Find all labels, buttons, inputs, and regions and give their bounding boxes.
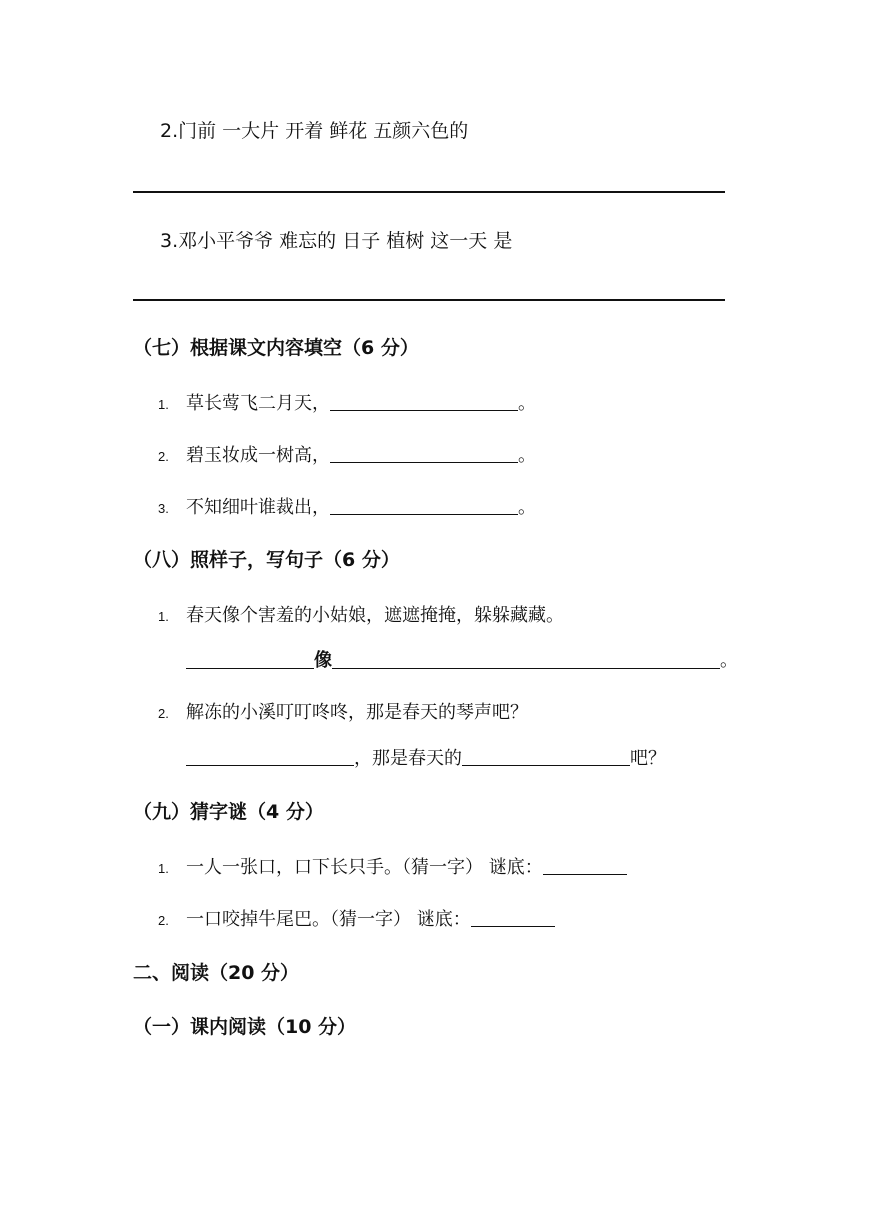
item-text: 不知细叶谁裁出， — [186, 497, 330, 518]
section-8-title: （八）照样子，写句子（6 分） — [133, 549, 400, 571]
rewrite-mid: ，那是春天的 — [354, 748, 462, 769]
riddle-item-1 — [158, 853, 627, 879]
rewrite-end: 吧？ — [630, 748, 666, 769]
fill-blank[interactable] — [330, 392, 518, 411]
rewrite-blank-b[interactable] — [462, 747, 630, 766]
rewrite-line-1 — [186, 646, 738, 672]
item-number: 2. — [158, 706, 169, 721]
item-number: 2. — [158, 913, 169, 928]
subsection-1-title: （一）课内阅读（10 分） — [133, 1016, 357, 1038]
riddle-answer-blank[interactable] — [543, 856, 627, 875]
fill-blank[interactable] — [330, 496, 518, 515]
reorder-question-3: 3.邓小平爷爷 难忘的 日子 植树 这一天 是 — [160, 230, 513, 252]
fill-item-1 — [158, 389, 536, 415]
item-number: 1. — [158, 609, 169, 624]
rewrite-blank-a[interactable] — [186, 648, 314, 669]
rewrite-mid: 像 — [314, 650, 332, 671]
item-text: 春天像个害羞的小姑娘，遮遮掩掩，躲躲藏藏。 — [186, 605, 564, 626]
item-end: 。 — [518, 393, 536, 414]
rewrite-blank-b[interactable] — [332, 648, 720, 669]
rewrite-line-2 — [186, 744, 666, 770]
section-9-title: （九）猜字谜（4 分） — [133, 801, 324, 823]
rewrite-end: 。 — [720, 650, 738, 671]
item-number: 3. — [158, 501, 169, 516]
item-text: 一人一张口，口下长只手。（猜一字） 谜底： — [186, 857, 543, 878]
riddle-item-2 — [158, 905, 555, 931]
item-number: 2. — [158, 449, 169, 464]
fill-item-2 — [158, 441, 536, 467]
example-item-1 — [158, 601, 564, 627]
item-text: 解冻的小溪叮叮咚咚，那是春天的琴声吧？ — [186, 702, 528, 723]
item-text: 碧玉妆成一树高， — [186, 445, 330, 466]
item-text: 草长莺飞二月天， — [186, 393, 330, 414]
fill-item-3 — [158, 493, 536, 519]
answer-line-3[interactable] — [133, 299, 725, 301]
example-item-2 — [158, 698, 528, 724]
item-number: 1. — [158, 861, 169, 876]
answer-line-2[interactable] — [133, 191, 725, 193]
section-7-title: （七）根据课文内容填空（6 分） — [133, 337, 419, 359]
part-2-title: 二、阅读（20 分） — [133, 962, 300, 984]
item-end: 。 — [518, 445, 536, 466]
item-number: 1. — [158, 397, 169, 412]
reorder-question-2: 2.门前 一大片 开着 鲜花 五颜六色的 — [160, 120, 469, 142]
riddle-answer-blank[interactable] — [471, 908, 555, 927]
item-text: 一口咬掉牛尾巴。（猜一字） 谜底： — [186, 909, 471, 930]
rewrite-blank-a[interactable] — [186, 747, 354, 766]
fill-blank[interactable] — [330, 444, 518, 463]
item-end: 。 — [518, 497, 536, 518]
